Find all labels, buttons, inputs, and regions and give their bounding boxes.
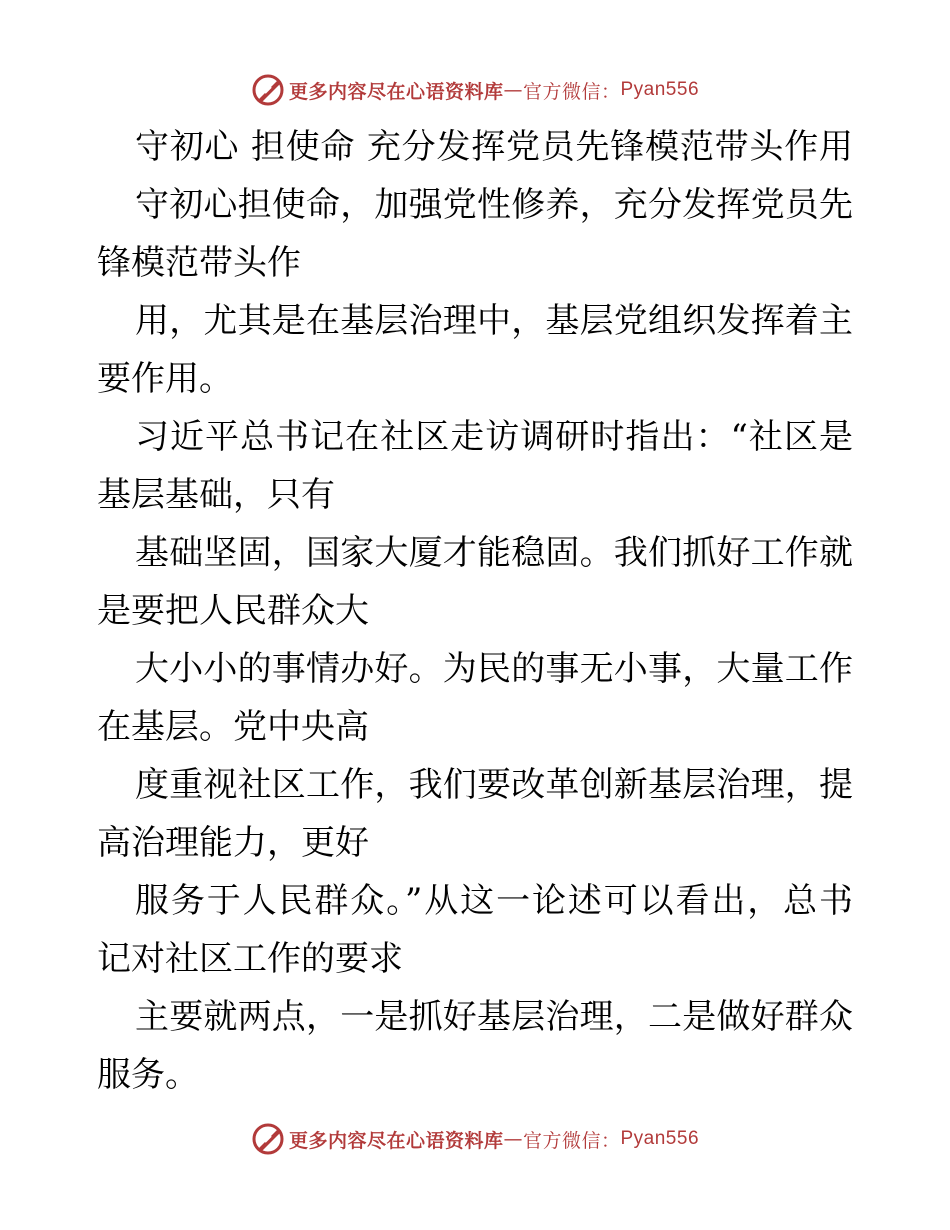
footer-watermark-banner [0,1119,950,1159]
text-line: 基层基础，只有 [97,475,335,515]
banner-wechat-id: Pyan556 [620,79,700,100]
banner-wechat-id: Pyan556 [620,1128,700,1149]
quill-pen-logo-icon [251,1122,285,1156]
text-line: 基础坚固，国家大厦才能稳固。我们抓好工作就 [135,533,853,573]
banner-text: 更多内容尽在心语资料库 [288,1129,504,1152]
banner-separator: — [503,1128,523,1150]
banner-separator: — [503,79,523,101]
text-line: 是要把人民群众大 [97,591,369,631]
banner-label: 官方微信： [522,80,621,103]
text-line: 记对社区工作的要求 [97,939,403,979]
document-title: 守初心 担使命 充分发挥党员先锋模范带头作用 [135,127,853,167]
text-line: 锋模范带头作 [97,243,301,283]
text-line: 服务。 [97,1055,199,1095]
quill-pen-logo-icon [251,73,285,107]
header-watermark-banner [0,70,950,110]
text-line: 大小小的事情办好。为民的事无小事，大量工作 [135,649,853,689]
banner-label: 官方微信： [522,1129,621,1152]
text-line: 在基层。党中央高 [97,707,369,747]
text-line: 要作用。 [97,359,233,399]
text-line: 主要就两点，一是抓好基层治理，二是做好群众 [135,997,853,1037]
text-line: 高治理能力，更好 [97,823,369,863]
text-line: 守初心担使命，加强党性修养，充分发挥党员先 [135,185,853,225]
text-line: 习近平总书记在社区走访调研时指出：“社区是 [135,417,853,457]
document-body [97,118,853,1104]
banner-text: 更多内容尽在心语资料库 [288,80,504,103]
text-line: 服务于人民群众。”从这一论述可以看出，总书 [135,881,853,921]
text-line: 度重视社区工作，我们要改革创新基层治理，提 [135,765,853,805]
text-line: 用，尤其是在基层治理中，基层党组织发挥着主 [135,301,853,341]
